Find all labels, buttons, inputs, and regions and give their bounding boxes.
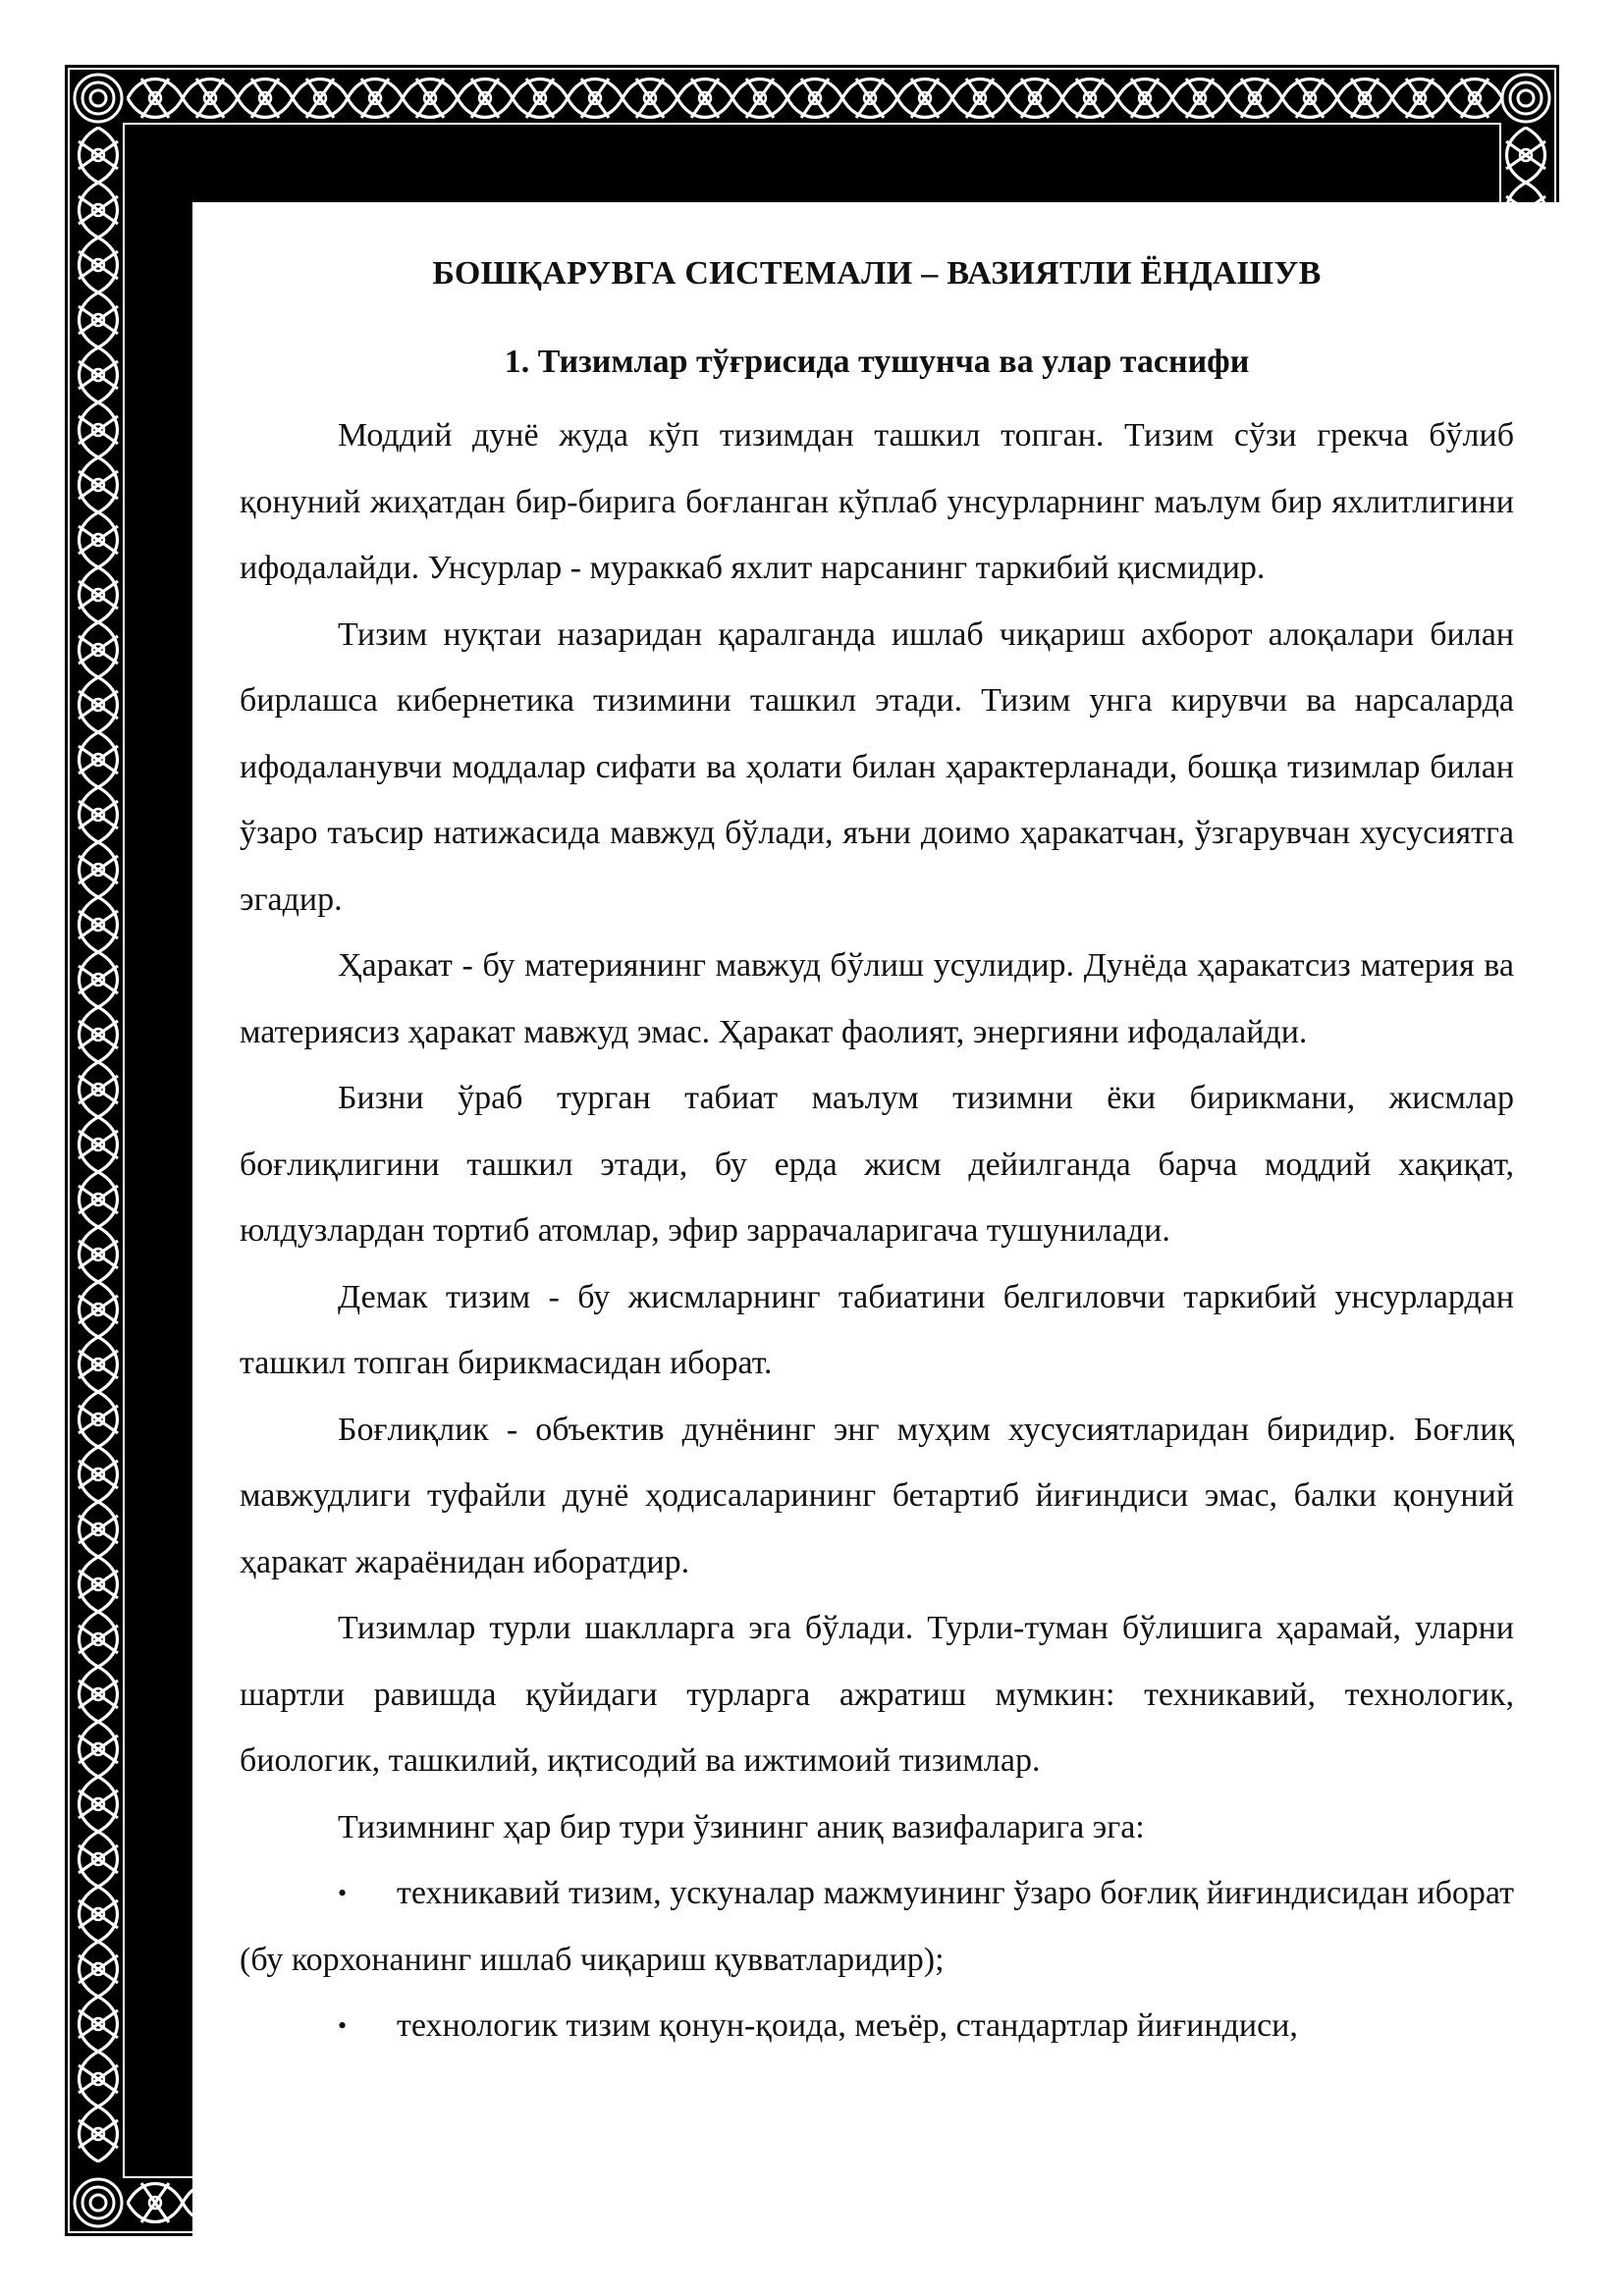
knot-motif [79,1667,118,1722]
knot-motif [79,1942,118,1997]
paragraph: Моддий дунё жуда кўп тизимдан ташкил топган. Тизим сўзи грекча бўлиб қонуний жиҳатдан бир-бирига боғланган кўплаб унсурларнинг маълум бир яхлитлигини ифодалайди. Унсурлар - мураккаб яхлит нарсанинг таркибий қисмидир. [240,417,1514,586]
knot-motif [79,622,118,677]
knot-motif [79,1997,118,2052]
knot-motif [1447,79,1502,118]
knot-motif [79,1557,118,1612]
knot-motif [128,79,183,118]
knot-motif [79,567,118,622]
bullet-list [240,1860,1514,2059]
list-item [240,1993,1514,2059]
knot-motif [677,79,732,118]
knot-motif [79,2052,118,2107]
knot-motif [79,183,118,238]
corner-knot [75,75,122,122]
celtic-knot-border [65,65,1559,2236]
knot-motif [79,677,118,732]
knot-motif [79,1282,118,1337]
knot-motif [79,1777,118,1832]
knot-motif [1506,128,1545,183]
knot-motif [787,79,842,118]
knot-motif [79,1722,118,1777]
knot-motif [79,1447,118,1502]
paragraph: Тизимнинг ҳар бир тури ўзининг аниқ вазифаларига эга: [338,1808,1145,1845]
knot-motif [842,79,897,118]
paragraph: Тизим нуқтаи назаридан қаралганда ишлаб чиқариш ахборот алоқалари билан бирлашса кибернетика тизимини ташкил этади. Тизим унга кирувчи ва нарсаларда ифодаланувчи моддалар сифати ва ҳолати билан ҳарактерланади, бошқа тизимлар билан ўзаро таъсир натижасида мавжуд бўлади, яъни доимо ҳаракатчан, ўзгарувчан хусусиятга эгадир. [240,615,1514,918]
knot-motif [79,1007,118,1062]
paragraph: Ҳаракат - бу материянинг мавжуд бўлиш усулидир. Дунёда ҳаракатсиз материя ва материясиз ҳаракат мавжуд эмас. Ҳаракат фаолият, энергияни ифодалайди. [240,947,1514,1050]
knot-motif [79,1612,118,1667]
knot-motif [79,952,118,1007]
knot-motif [79,732,118,787]
knot-motif [1392,79,1447,118]
knot-motif [732,79,787,118]
list-item-text: технологик тизим қонун-қоида, меъёр, стандартлар йиғиндиси, [397,2007,1298,2044]
knot-motif [128,2183,183,2222]
section-heading: 1. Тизимлар тўғрисида тушунча ва улар таснифи [504,344,1250,380]
knot-motif [79,347,118,402]
list-item-text: техникавий тизим, ускуналар мажмуининг ўзаро боғлиқ йиғиндисидан иборат (бу корхонанинг ишлаб чиқариш қувватларидир); [240,1875,1514,1978]
knot-motif [623,79,677,118]
knot-motif [1117,79,1172,118]
knot-motif [79,1117,118,1172]
knot-motif [1227,79,1282,118]
knot-motif [79,512,118,567]
knot-motif [568,79,623,118]
knot-motif [458,79,513,118]
knot-motif [79,2107,118,2162]
knot-motif [79,897,118,952]
knot-motif [79,293,118,347]
knot-motif [403,79,458,118]
knot-motif [79,128,118,183]
knot-motif [79,402,118,457]
knot-motif [1282,79,1337,118]
knot-motif [79,457,118,512]
document-title: БОШҚАРУВГА СИСТЕМАЛИ – ВАЗИЯТЛИ ЁНДАШУВ [432,255,1322,292]
knot-motif [238,79,293,118]
paragraph: Боғлиқлик - объектив дунёнинг энг муҳим хусусиятларидан биридир. Боғлиқ мавжудлиги туфайли дунё ҳодисаларининг бетартиб йиғиндиси эмас, балки қонуний ҳаракат жараёнидан иборатдир. [240,1411,1514,1580]
knot-motif [897,79,952,118]
knot-motif [79,842,118,897]
knot-motif [79,238,118,293]
paragraph: Бизни ўраб турган табиат маълум тизимни ёки бирикмани, жисмлар боғлиқлигини ташкил этади, бу ерда жисм дейилганда барча моддий хақиқат, юлдузлардан тортиб атомлар, эфир заррачаларигача тушунилади. [240,1080,1514,1249]
knot-motif [79,1832,118,1887]
knot-motif [1007,79,1062,118]
knot-motif [1337,79,1392,118]
knot-motif [513,79,568,118]
knot-motif [79,1227,118,1282]
knot-motif [79,1392,118,1447]
paragraph: Демак тизим - бу жисмларнинг табиатини белгиловчи таркибий унсурлардан ташкил топган бирикмасидан иборат. [240,1278,1514,1381]
corner-knot [1502,75,1549,122]
knot-motif [79,787,118,842]
page-content [192,202,1561,2244]
bullet-icon: • [338,1879,348,1907]
knot-motif [79,1337,118,1392]
knot-motif [1172,79,1227,118]
knot-motif [79,1502,118,1557]
bullet-icon: • [338,2011,348,2040]
paragraph: Тизимлар турли шаклларга эга бўлади. Турли-туман бўлишига ҳарамай, уларни шартли равишда қуйидаги турларга ажратиш мумкин: техникавий, технологик, биологик, ташкилий, иқтисодий ва ижтимоий тизимлар. [240,1610,1514,1779]
knot-motif [183,79,238,118]
corner-knot [75,2179,122,2226]
list-item [240,1860,1514,1993]
knot-motif [293,79,348,118]
knot-motif [79,1887,118,1942]
knot-motif [79,1172,118,1227]
knot-motif [79,1062,118,1117]
knot-motif [1062,79,1117,118]
knot-motif [952,79,1007,118]
knot-motif [348,79,403,118]
